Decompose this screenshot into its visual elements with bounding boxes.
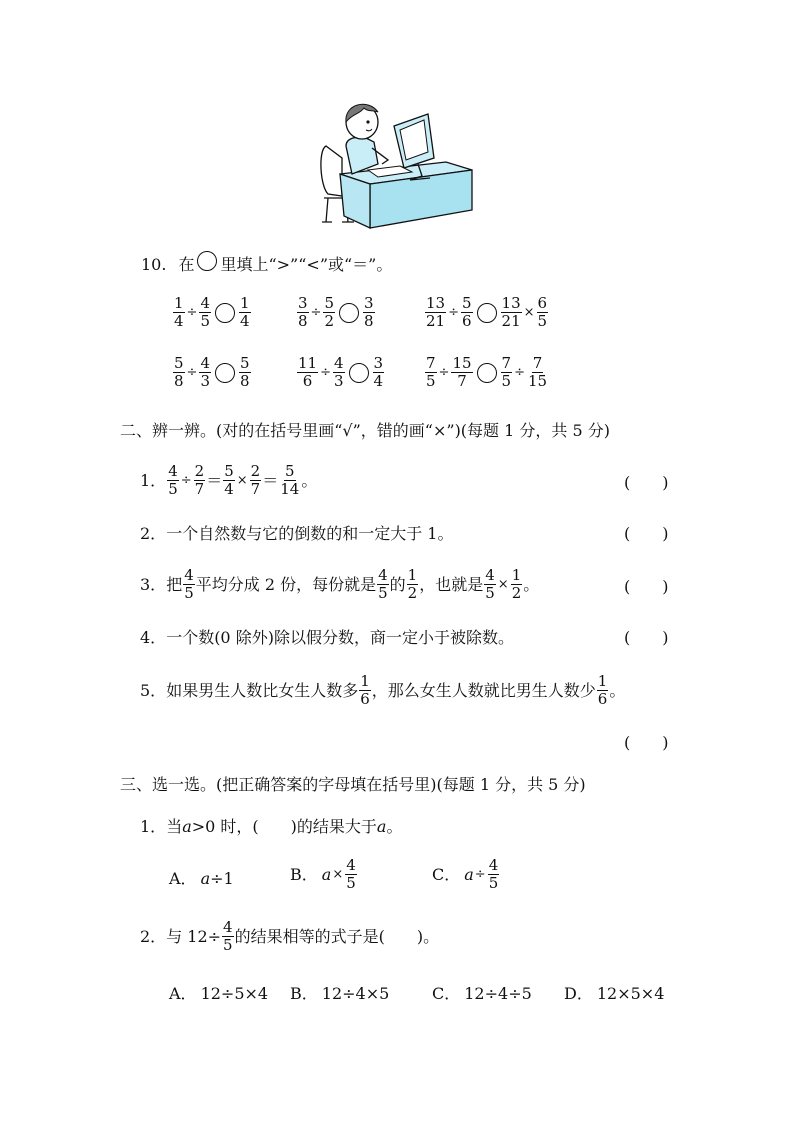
text-sec3-q1-var2: a bbox=[376, 817, 387, 836]
fraction bbox=[425, 296, 446, 329]
text-sec3-q1-optC-label: C． bbox=[432, 864, 461, 884]
s3-q1 bbox=[140, 816, 402, 838]
text-q10-items-5-op2: ÷ bbox=[514, 365, 525, 380]
fraction bbox=[239, 356, 251, 389]
text-q10-items-3-b-0: 4 bbox=[200, 354, 210, 372]
fraction bbox=[484, 568, 496, 601]
text-sec3-q1-optB-f-1: 5 bbox=[346, 874, 356, 892]
text-sec3-q1-optB-var: a bbox=[321, 864, 332, 884]
fraction bbox=[527, 356, 548, 389]
text-q10-items-4-op: ÷ bbox=[320, 365, 331, 380]
text-sec3-q2-optB-label: B． bbox=[290, 984, 318, 1003]
s3-q1-option-b[interactable] bbox=[290, 858, 358, 891]
text-q10-items-2-d-0: 6 bbox=[537, 294, 548, 312]
compare-circle[interactable] bbox=[215, 303, 235, 323]
q10-instruction bbox=[141, 254, 392, 276]
text-q10-items-5-c-1: 5 bbox=[501, 372, 512, 390]
fraction bbox=[297, 356, 318, 389]
s2-q4 bbox=[140, 627, 514, 649]
text-q10-items-0-a-1: 4 bbox=[174, 312, 184, 330]
text-sec3-q2-f-0: 4 bbox=[223, 918, 233, 936]
text-q10-items-4-a-1: 6 bbox=[302, 372, 313, 390]
q10-item-3 bbox=[424, 296, 549, 329]
text-sec2-q3-op: × bbox=[497, 576, 509, 592]
text-q10-items-1-c-1: 8 bbox=[364, 312, 374, 330]
text-sec2-q3-f3-1: 2 bbox=[407, 584, 418, 602]
fraction bbox=[194, 464, 206, 497]
section-2-title: 二、辨一辨。(对的在括号里画“√”，错的画“×”)(每题 1 分，共 5 分) bbox=[120, 421, 610, 440]
text-sec3-q1-optC-var: a bbox=[464, 864, 474, 884]
text-q10-items-1-op: ÷ bbox=[310, 305, 322, 320]
text-sec3-q1-t1: 当 bbox=[166, 817, 183, 836]
text-sec3-q2-optD-label: D． bbox=[564, 984, 593, 1003]
fraction bbox=[511, 568, 523, 601]
s3-q1-option-a[interactable] bbox=[169, 868, 234, 890]
text-q10-items-4-b-0: 4 bbox=[334, 354, 344, 372]
text-sec2-q1-f1-0: 4 bbox=[168, 462, 178, 480]
s3-q2-option-c[interactable] bbox=[432, 983, 532, 1005]
text-sec2-q3-f2-0: 4 bbox=[378, 566, 388, 584]
q10-item-6 bbox=[424, 356, 549, 389]
text-sec3-q2-num: 2． bbox=[140, 926, 167, 946]
fraction bbox=[359, 674, 371, 707]
q10-number: 10. bbox=[141, 255, 167, 274]
text-q10-items-5-d-1: 15 bbox=[528, 372, 548, 390]
text-q10-items-0-b-0: 4 bbox=[200, 294, 210, 312]
text-sec2-q3-f5-0: 1 bbox=[511, 566, 522, 584]
compare-circle[interactable] bbox=[477, 363, 497, 383]
fraction bbox=[297, 296, 309, 329]
text-q10-items-4-a-0: 11 bbox=[298, 354, 318, 372]
q10-item-4 bbox=[172, 356, 252, 389]
text-sec2-q3-f4-1: 5 bbox=[485, 584, 495, 602]
text-sec2-q2-num: 2． bbox=[140, 524, 167, 543]
text-q10-items-2-op2: × bbox=[523, 305, 535, 320]
text-sec3-q1-optA-label: A． bbox=[169, 869, 197, 888]
compare-circle[interactable] bbox=[349, 363, 369, 383]
text-q10-items-2-b-1: 6 bbox=[462, 312, 472, 330]
s3-q1-option-c[interactable] bbox=[432, 858, 500, 891]
text-q10-items-4-b-1: 3 bbox=[334, 372, 344, 390]
text-q10-items-2-a-0: 13 bbox=[426, 294, 446, 312]
text-q10-items-0-c-0: 1 bbox=[240, 294, 250, 312]
text-sec2-q4-text: 一个数(0 除外)除以假分数，商一定小于被除数。 bbox=[166, 628, 514, 647]
text-sec2-q5-f2-1: 6 bbox=[597, 690, 608, 708]
text-sec2-q5-end: 。 bbox=[609, 680, 626, 700]
text-q10-items-1-b-0: 5 bbox=[324, 294, 334, 312]
text-sec2-q2-text: 一个自然数与它的倒数的和一定大于 1。 bbox=[166, 524, 454, 543]
text-sec2-q3-f1-1: 5 bbox=[184, 584, 194, 602]
text-q10-items-3-a-1: 8 bbox=[174, 372, 184, 390]
text-q10-items-1-b-1: 2 bbox=[324, 312, 334, 330]
fraction bbox=[199, 296, 211, 329]
text-sec2-q5-f2-0: 1 bbox=[597, 672, 608, 690]
text-sec2-q1-f2-1: 7 bbox=[194, 480, 205, 498]
text-sec3-q1-optA-rest: ÷1 bbox=[210, 869, 234, 888]
s3-q2-option-d[interactable] bbox=[564, 983, 664, 1005]
compare-circle-sample bbox=[197, 251, 217, 271]
text-sec2-q3-t4: ，也就是 bbox=[419, 574, 484, 594]
fraction bbox=[501, 356, 513, 389]
text-sec3-q2-optC-label: C． bbox=[432, 984, 461, 1003]
text-q10-items-1-c-0: 3 bbox=[364, 294, 374, 312]
text-q10-items-3-op: ÷ bbox=[186, 365, 198, 380]
text-sec3-q1-var: a bbox=[182, 817, 192, 836]
fraction bbox=[501, 296, 522, 329]
compare-circle[interactable] bbox=[339, 303, 359, 323]
fraction bbox=[488, 858, 500, 891]
text-q10-items-1-a-0: 3 bbox=[298, 294, 308, 312]
text-q10-items-2-c-1: 21 bbox=[501, 312, 521, 330]
fraction bbox=[250, 464, 262, 497]
fraction bbox=[167, 464, 179, 497]
fraction bbox=[323, 296, 335, 329]
text-sec2-q3-t1: 把 bbox=[166, 574, 183, 594]
fraction bbox=[279, 464, 300, 497]
section-3-title: 三、选一选。(把正确答案的字母填在括号里)(每题 1 分，共 5 分) bbox=[120, 775, 586, 794]
text-sec2-q3-f4-0: 4 bbox=[485, 566, 495, 584]
text-q10-items-5-d-0: 7 bbox=[532, 354, 543, 372]
text-sec2-q5-t2: ，那么女生人数就比男生人数少 bbox=[371, 680, 596, 700]
text-q10-items-3-b-1: 3 bbox=[200, 372, 210, 390]
s2-q3 bbox=[140, 568, 539, 601]
text-q10-items-5-b-0: 15 bbox=[452, 354, 472, 372]
text-sec3-q2-optA-label: A． bbox=[169, 984, 197, 1003]
text-sec3-q2-optD-text: 12×5×4 bbox=[596, 984, 665, 1003]
text-sec3-q2-optC-text: 12÷4÷5 bbox=[464, 984, 532, 1003]
text-sec3-q1-optB-label: B． bbox=[290, 864, 318, 884]
text-sec2-q5-t1: 如果男生人数比女生人数多 bbox=[166, 680, 359, 700]
text-sec3-q1-num: 1． bbox=[140, 817, 167, 836]
text-sec2-q1-op2: × bbox=[236, 472, 248, 488]
text-q10-items-2-b-0: 5 bbox=[462, 294, 472, 312]
text-sec3-q1-optC-op: ÷ bbox=[474, 866, 486, 882]
text-sec3-q1-optC-f-1: 5 bbox=[488, 874, 499, 892]
compare-circle[interactable] bbox=[215, 363, 235, 383]
text-q10-items-2-c-0: 13 bbox=[501, 294, 521, 312]
fraction bbox=[373, 356, 385, 389]
text-sec2-q1-f3-1: 4 bbox=[224, 480, 234, 498]
text-sec3-q2-t1: 与 12÷ bbox=[166, 926, 222, 946]
text-sec2-q3-f1-0: 4 bbox=[184, 566, 194, 584]
fraction bbox=[222, 920, 234, 953]
text-q10-items-5-b-1: 7 bbox=[457, 372, 467, 390]
fraction bbox=[363, 296, 375, 329]
text-sec3-q1-end: 。 bbox=[386, 817, 403, 836]
text-sec3-q1-t2: >0 时，( )的结果大于 bbox=[191, 817, 377, 836]
text-q10-items-4-c-0: 3 bbox=[373, 354, 384, 372]
text-sec2-q1-f1-1: 5 bbox=[168, 480, 178, 498]
fraction bbox=[425, 356, 437, 389]
fraction bbox=[223, 464, 235, 497]
text-sec3-q1-optB-f-0: 4 bbox=[346, 856, 356, 874]
text-sec3-q2-f-1: 5 bbox=[223, 936, 233, 954]
text-sec2-q3-end: 。 bbox=[523, 574, 540, 594]
text-sec2-q3-f5-1: 2 bbox=[511, 584, 522, 602]
fraction bbox=[173, 296, 185, 329]
text-sec2-q3-num: 3． bbox=[140, 574, 167, 594]
text-sec2-q3-t2: 平均分成 2 份，每份就是 bbox=[195, 574, 377, 594]
text-sec2-q1-f4-0: 2 bbox=[250, 462, 261, 480]
answer-paren-s2-q5[interactable]: ( ) bbox=[624, 733, 669, 752]
q10-item-1 bbox=[172, 296, 252, 329]
answer-paren-s2-q2[interactable]: ( ) bbox=[624, 524, 669, 543]
s3-q2-option-a[interactable] bbox=[169, 983, 268, 1005]
text-sec2-q1-f5-0: 5 bbox=[284, 462, 295, 480]
compare-circle[interactable] bbox=[477, 303, 497, 323]
text-q10-items-2-a-1: 21 bbox=[426, 312, 446, 330]
text-q10-items-2-d-1: 5 bbox=[537, 312, 548, 330]
fraction bbox=[597, 674, 609, 707]
fraction bbox=[377, 568, 389, 601]
text-sec3-q1-optB-op: × bbox=[332, 866, 344, 882]
text-sec2-q1-num: 1． bbox=[140, 470, 167, 490]
q10-post: 里填上“>”“<”或“＝”。 bbox=[220, 255, 393, 274]
fraction bbox=[345, 858, 357, 891]
text-sec2-q1-end: 。 bbox=[301, 470, 318, 490]
s2-q1 bbox=[140, 464, 317, 497]
fraction bbox=[199, 356, 211, 389]
q10-item-2 bbox=[296, 296, 376, 329]
text-q10-items-0-c-1: 4 bbox=[240, 312, 250, 330]
text-q10-items-1-a-1: 8 bbox=[298, 312, 308, 330]
text-sec2-q1-f3-0: 5 bbox=[224, 462, 234, 480]
fraction bbox=[461, 296, 473, 329]
s3-q2-option-b[interactable] bbox=[290, 983, 389, 1005]
text-sec2-q3-f3-0: 1 bbox=[407, 566, 418, 584]
fraction bbox=[407, 568, 419, 601]
text-sec2-q3-t3: 的 bbox=[389, 574, 406, 594]
text-sec3-q1-optC-f-0: 4 bbox=[488, 856, 499, 874]
text-sec2-q1-f2-0: 2 bbox=[194, 462, 205, 480]
text-sec2-q1-eq2: ＝ bbox=[262, 470, 279, 490]
answer-paren-s2-q1[interactable]: ( ) bbox=[624, 473, 669, 492]
q10-pre: 在 bbox=[178, 255, 195, 274]
text-q10-items-5-a-1: 5 bbox=[426, 372, 436, 390]
text-q10-items-0-a-0: 1 bbox=[174, 294, 184, 312]
fraction bbox=[451, 356, 472, 389]
text-q10-items-4-c-1: 4 bbox=[373, 372, 384, 390]
boy-at-computer-illustration bbox=[316, 98, 476, 232]
fraction bbox=[173, 356, 185, 389]
text-sec2-q1-f5-1: 14 bbox=[280, 480, 300, 498]
text-sec2-q1-eq1: ＝ bbox=[206, 470, 223, 490]
answer-paren-s2-q3[interactable]: ( ) bbox=[624, 577, 669, 596]
text-sec3-q2-optA-text: 12÷5×4 bbox=[200, 984, 269, 1003]
text-sec3-q1-optA-var: a bbox=[200, 869, 211, 888]
fraction bbox=[239, 296, 251, 329]
s3-q2 bbox=[140, 920, 439, 953]
text-sec2-q1-op1: ÷ bbox=[180, 472, 192, 488]
answer-paren-s2-q4[interactable]: ( ) bbox=[624, 628, 669, 647]
text-sec2-q3-f2-1: 5 bbox=[378, 584, 388, 602]
s2-q2 bbox=[140, 523, 453, 545]
text-q10-items-2-op: ÷ bbox=[448, 305, 459, 320]
text-sec2-q5-num: 5． bbox=[140, 680, 167, 700]
text-q10-items-5-a-0: 7 bbox=[426, 354, 436, 372]
text-sec3-q2-optB-text: 12÷4×5 bbox=[321, 984, 390, 1003]
text-sec3-q2-t2: 的结果相等的式子是( )。 bbox=[234, 926, 440, 946]
fraction bbox=[183, 568, 195, 601]
text-q10-items-5-c-0: 7 bbox=[501, 354, 512, 372]
text-q10-items-0-b-1: 5 bbox=[200, 312, 210, 330]
text-q10-items-3-c-0: 5 bbox=[240, 354, 250, 372]
text-sec2-q4-num: 4． bbox=[140, 628, 167, 647]
fraction bbox=[537, 296, 549, 329]
text-sec2-q5-f1-0: 1 bbox=[360, 672, 370, 690]
text-q10-items-0-op: ÷ bbox=[186, 305, 198, 320]
text-sec2-q1-f4-1: 7 bbox=[250, 480, 261, 498]
fraction bbox=[333, 356, 345, 389]
q10-item-5 bbox=[296, 356, 385, 389]
text-q10-items-3-c-1: 8 bbox=[240, 372, 250, 390]
text-q10-items-5-op: ÷ bbox=[438, 365, 450, 380]
text-sec2-q5-f1-1: 6 bbox=[360, 690, 370, 708]
text-q10-items-3-a-0: 5 bbox=[174, 354, 184, 372]
s2-q5 bbox=[140, 674, 625, 707]
